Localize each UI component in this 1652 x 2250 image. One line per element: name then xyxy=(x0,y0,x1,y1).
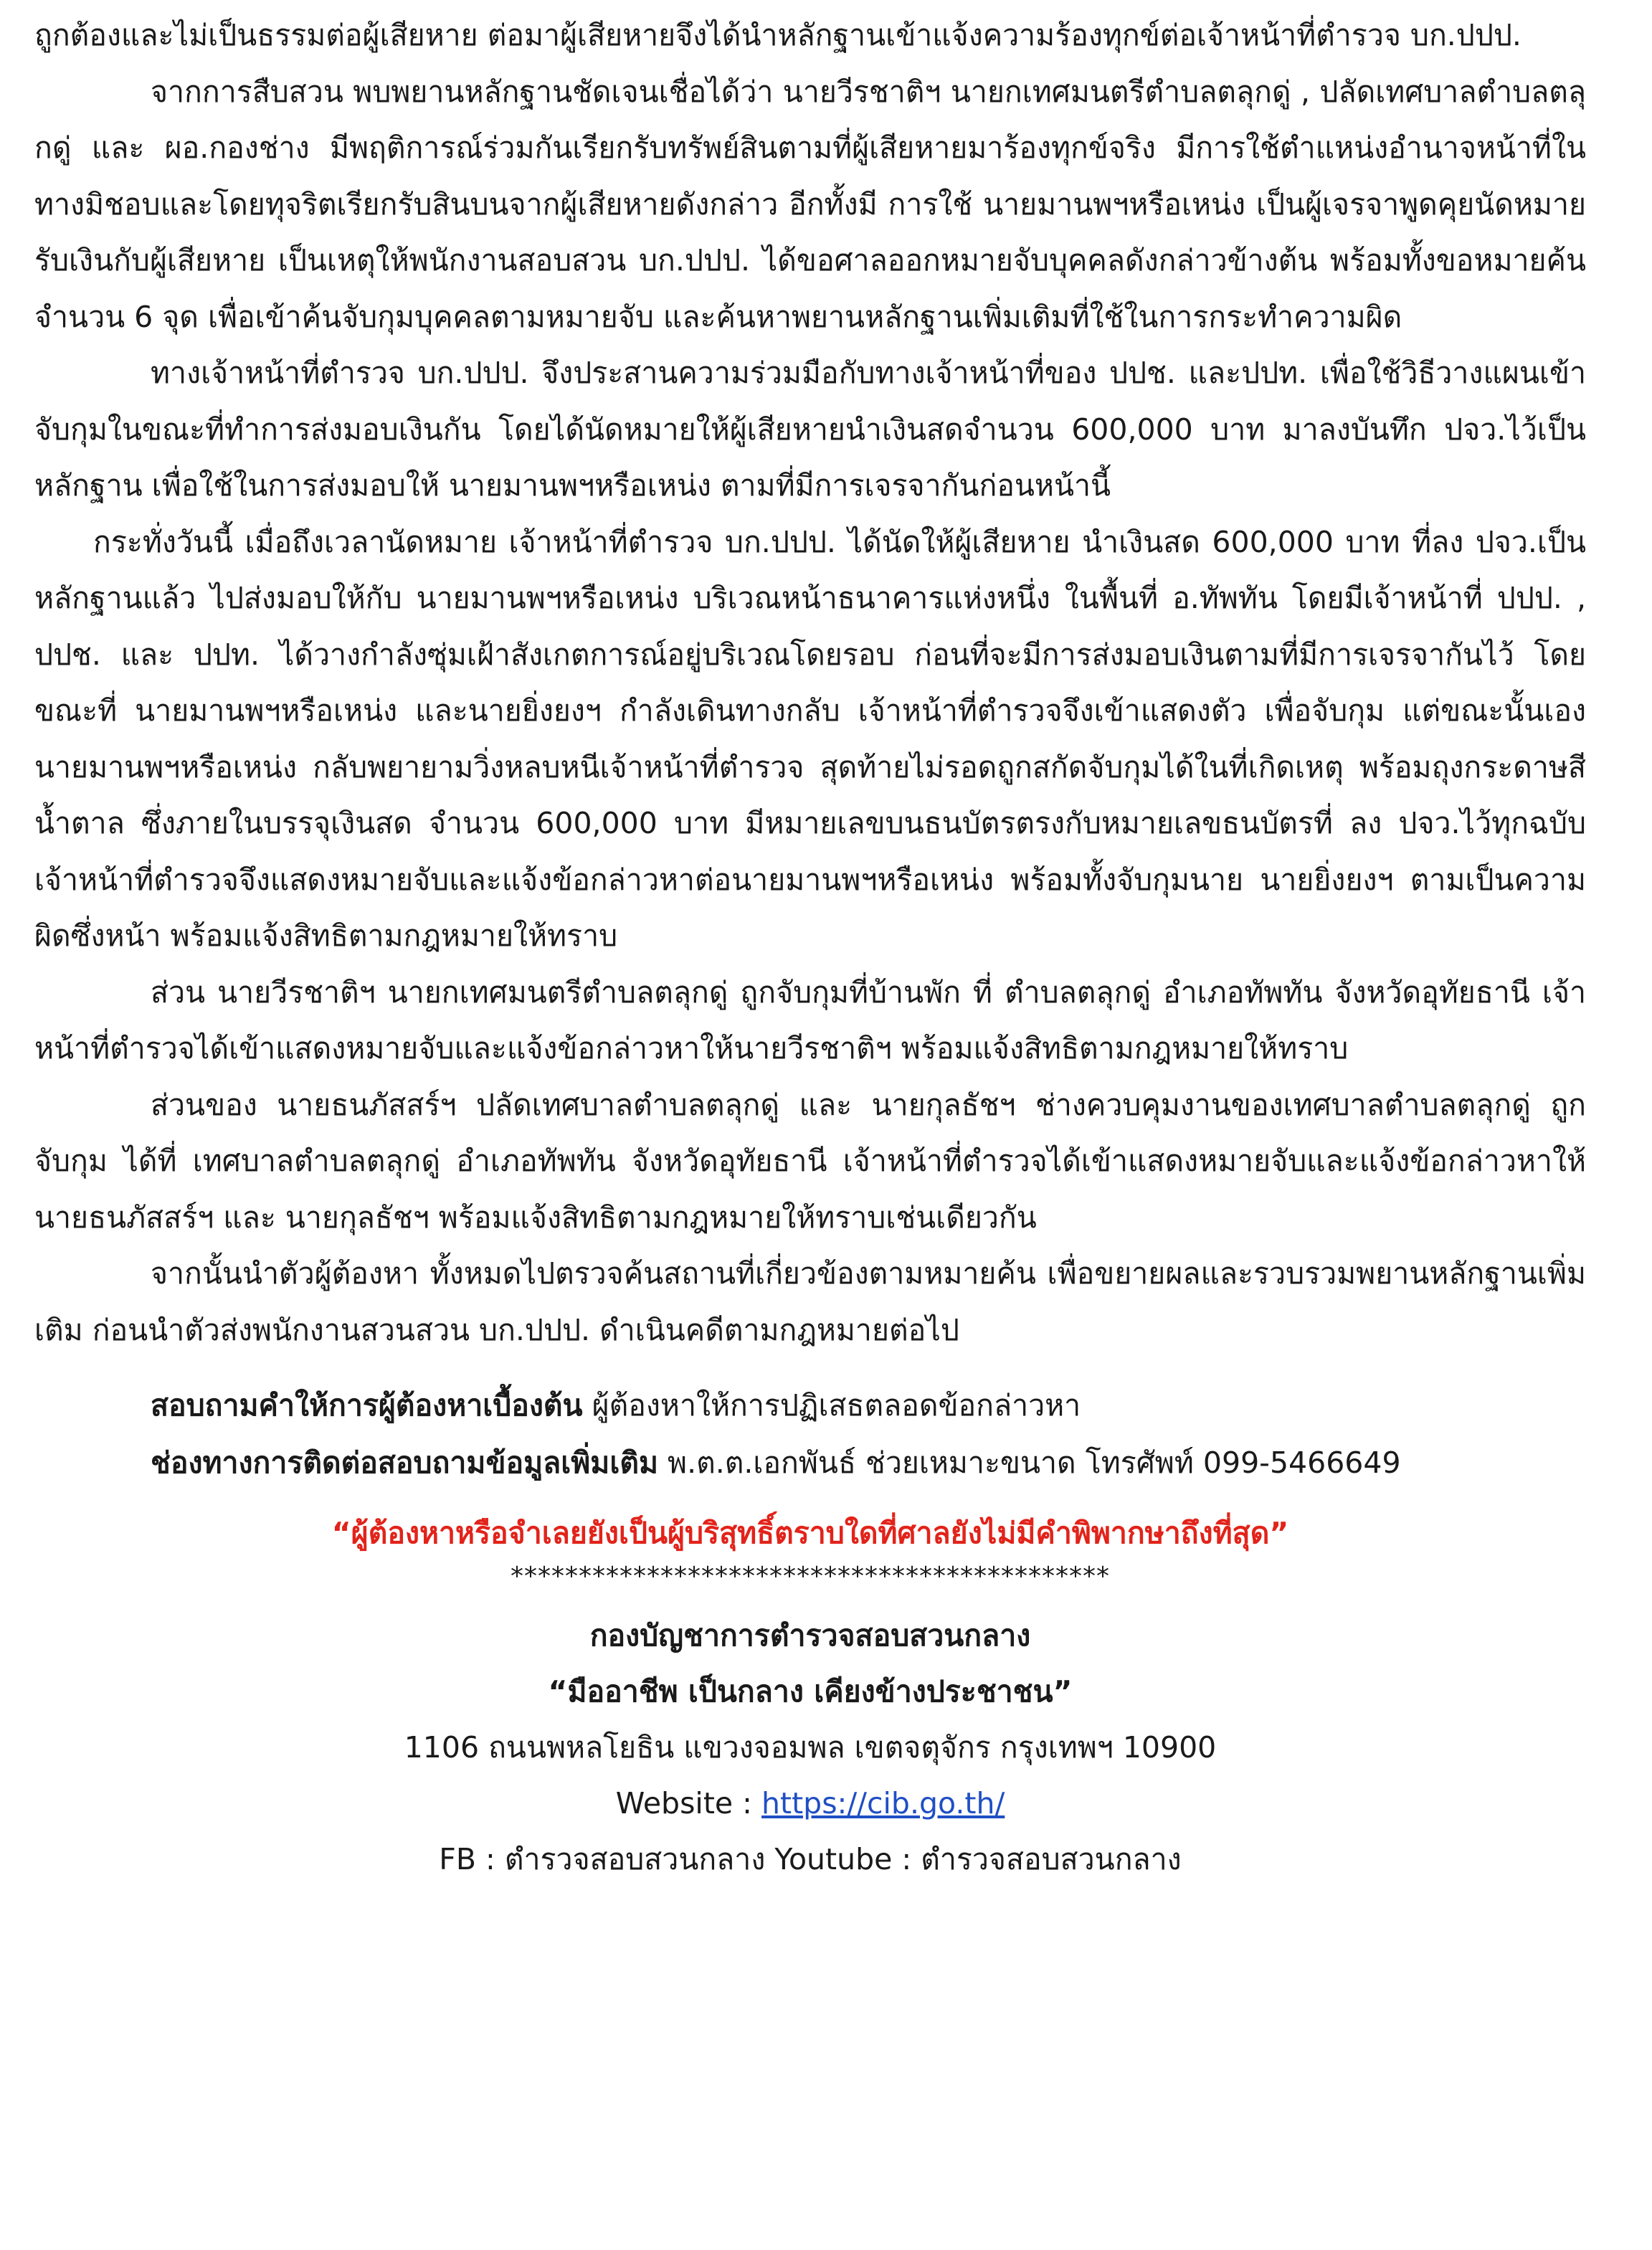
interrogation-label: สอบถามคำให้การผู้ต้องหาเบื้องต้น xyxy=(151,1388,583,1423)
org-address: 1106 ถนนพหลโยธิน แขวงจอมพล เขตจตุจักร กรุงเทพฯ 10900 xyxy=(404,1730,1217,1765)
paragraph-arrest: กระทั่งวันนี้ เมื่อถึงเวลานัดหมาย เจ้าหน้าที่ตำรวจ บก.ปปป. ได้นัดให้ผู้เสียหาย นำเงินสด 600,000 บาท ที่ลง ปจว.เป็นหลักฐานแล้ว ไปส่งมอบให้กับ นายมานพฯหรือเหน่ง บริเวณหน้าธนาคารแห่งหนึ่ง ในพื้นที่ อ.ทัพทัน โดยมีเจ้าหน้าที่ ปปป. , ปปช. และ ปปท. ได้วางกำลังซุ่มเฝ้าสังเกตการณ์อยู่บริเวณโดยรอบ ก่อนที่จะมีการส่งมอบเงินตามที่มีการเจรจากันไว้ โดยขณะที่ นายมานพฯหรือเหน่ง และนายยิ่งยงฯ กำลังเดินทางกลับ เจ้าหน้าที่ตำรวจจึงเข้าแสดงตัว เพื่อจับกุม แต่ขณะนั้นเอง นายมานพฯหรือเหน่ง กลับพยายามวิ่งหลบหนีเจ้าหน้าที่ตำรวจ สุดท้ายไม่รอดถูกสกัดจับกุมได้ในที่เกิดเหตุ พร้อมถุงกระดาษสีน้ำตาล ซึ่งภายในบรรจุเงินสด จำนวน 600,000 บาท มีหมายเลขบนธนบัตรตรงกับหมายเลขธนบัตรที่ ลง ปจว.ไว้ทุกฉบับ เจ้าหน้าที่ตำรวจจึงแสดงหมายจับและแจ้งข้อกล่าวหาต่อนายมานพฯหรือเหน่ง พร้อมทั้งจับกุมนาย นายยิ่งยงฯ ตามเป็นความผิดซึ่งหน้า พร้อมแจ้งสิทธิตามกฎหมายให้ทราบ xyxy=(34,524,1586,953)
social-line: FB : ตำรวจสอบสวนกลาง Youtube : ตำรวจสอบสวนกลาง xyxy=(439,1842,1182,1876)
contact-label: ช่องทางการติดต่อสอบถามข้อมูลเพิ่มเติม xyxy=(151,1446,658,1480)
footer xyxy=(34,1608,1586,1887)
interrogation-text: ผู้ต้องหาให้การปฏิเสธตลอดข้อกล่าวหา xyxy=(592,1388,1081,1423)
org-motto: “มืออาชีพ เป็นกลาง เคียงข้างประชาชน” xyxy=(548,1674,1073,1709)
info-block xyxy=(34,1377,1586,1491)
paragraph-mayor-arrest: ส่วน นายวีรชาติฯ นายกเทศมนตรีตำบลตลุกดู่ ถูกจับกุมที่บ้านพัก ที่ ตำบลตลุกดู่ อำเภอทัพทัน จังหวัดอุทัยธานี เจ้าหน้าที่ตำรวจได้เข้าแสดงหมายจับและแจ้งข้อกล่าวหาให้นายวีรชาติฯ พร้อมแจ้งสิทธิตามกฎหมายให้ทราบ xyxy=(34,974,1586,1065)
contact-line xyxy=(151,1434,1586,1491)
separator-line: ******************************************** xyxy=(511,1562,1110,1591)
paragraph-continuation: ถูกต้องและไม่เป็นธรรมต่อผู้เสียหาย ต่อมาผู้เสียหายจึงได้นำหลักฐานเข้าแจ้งความร้องทุกข์ต่อเจ้าหน้าที่ตำรวจ บก.ปปป. xyxy=(34,18,1522,52)
paragraph-search: จากนั้นนำตัวผู้ต้องหา ทั้งหมดไปตรวจค้นสถานที่เกี่ยวข้องตามหมายค้น เพื่อขยายผลและรวบรวมพยานหลักฐานเพิ่มเติม ก่อนนำตัวส่งพนักงานสวนสวน บก.ปปป. ดำเนินคดีตามกฎหมายต่อไป xyxy=(34,1256,1586,1347)
paragraph-officials-arrest: ส่วนของ นายธนภัสสร์ฯ ปลัดเทศบาลตำบลตลุกดู่ และ นายกุลธัชฯ ช่างควบคุมงานของเทศบาลตำบลตลุกดู่ ถูกจับกุม ได้ที่ เทศบาลตำบลตลุกดู่ อำเภอทัพทัน จังหวัดอุทัยธานี เจ้าหน้าที่ตำรวจได้เข้าแสดงหมายจับและแจ้งข้อกล่าวหาให้นายธนภัสสร์ฯ และ นายกุลธัชฯ พร้อมแจ้งสิทธิตามกฎหมายให้ทราบเช่นเดียวกัน xyxy=(34,1087,1586,1235)
interrogation-line xyxy=(151,1377,1586,1434)
paragraph-coordination: ทางเจ้าหน้าที่ตำรวจ บก.ปปป. จึงประสานความร่วมมือกับทางเจ้าหน้าที่ของ ปปช. และปปท. เพื่อใช้วิธีวางแผนเข้าจับกุมในขณะที่ทำการส่งมอบเงินกัน โดยได้นัดหมายให้ผู้เสียหายนำเงินสดจำนวน 600,000 บาท มาลงบันทึก ปจว.ไว้เป็นหลักฐาน เพื่อใช้ในการส่งมอบให้ นายมานพฯหรือเหน่ง ตามที่มีการเจรจากันก่อนหน้านี้ xyxy=(34,356,1586,503)
org-name: กองบัญชาการตำรวจสอบสวนกลาง xyxy=(589,1618,1031,1653)
website-line xyxy=(34,1775,1586,1831)
presumption-of-innocence-notice: “ผู้ต้องหาหรือจำเลยยังเป็นผู้บริสุทธิ์ตราบใดที่ศาลยังไม่มีคำพิพากษาถึงที่สุด” xyxy=(331,1516,1289,1550)
website-label: Website : xyxy=(615,1786,752,1821)
contact-text: พ.ต.ต.เอกพันธ์ ช่วยเหมาะขนาด โทรศัพท์ 099-5466649 xyxy=(668,1446,1401,1480)
website-link[interactable]: https://cib.go.th/ xyxy=(761,1786,1005,1821)
paragraph-investigation: จากการสืบสวน พบพยานหลักฐานชัดเจนเชื่อได้ว่า นายวีรชาติฯ นายกเทศมนตรีตำบลตลุกดู่ , ปลัดเทศบาลตำบลตลุกดู่ และ ผอ.กองช่าง มีพฤติการณ์ร่วมกันเรียกรับทรัพย์สินตามที่ผู้เสียหายมาร้องทุกข์จริง มีการใช้ตำแหน่งอำนาจหน้าที่ในทางมิชอบและโดยทุจริตเรียกรับสินบนจากผู้เสียหายดังกล่าว อีกทั้งมี การใช้ นายมานพฯหรือเหน่ง เป็นผู้เจรจาพูดคุยนัดหมายรับเงินกับผู้เสียหาย เป็นเหตุให้พนักงานสอบสวน บก.ปปป. ได้ขอศาลออกหมายจับบุคคลดังกล่าวข้างต้น พร้อมทั้งขอหมายค้นจำนวน 6 จุด เพื่อเข้าค้นจับกุมบุคคลตามหมายจับ และค้นหาพยานหลักฐานเพิ่มเติมที่ใช้ในการกระทำความผิด xyxy=(34,74,1586,334)
